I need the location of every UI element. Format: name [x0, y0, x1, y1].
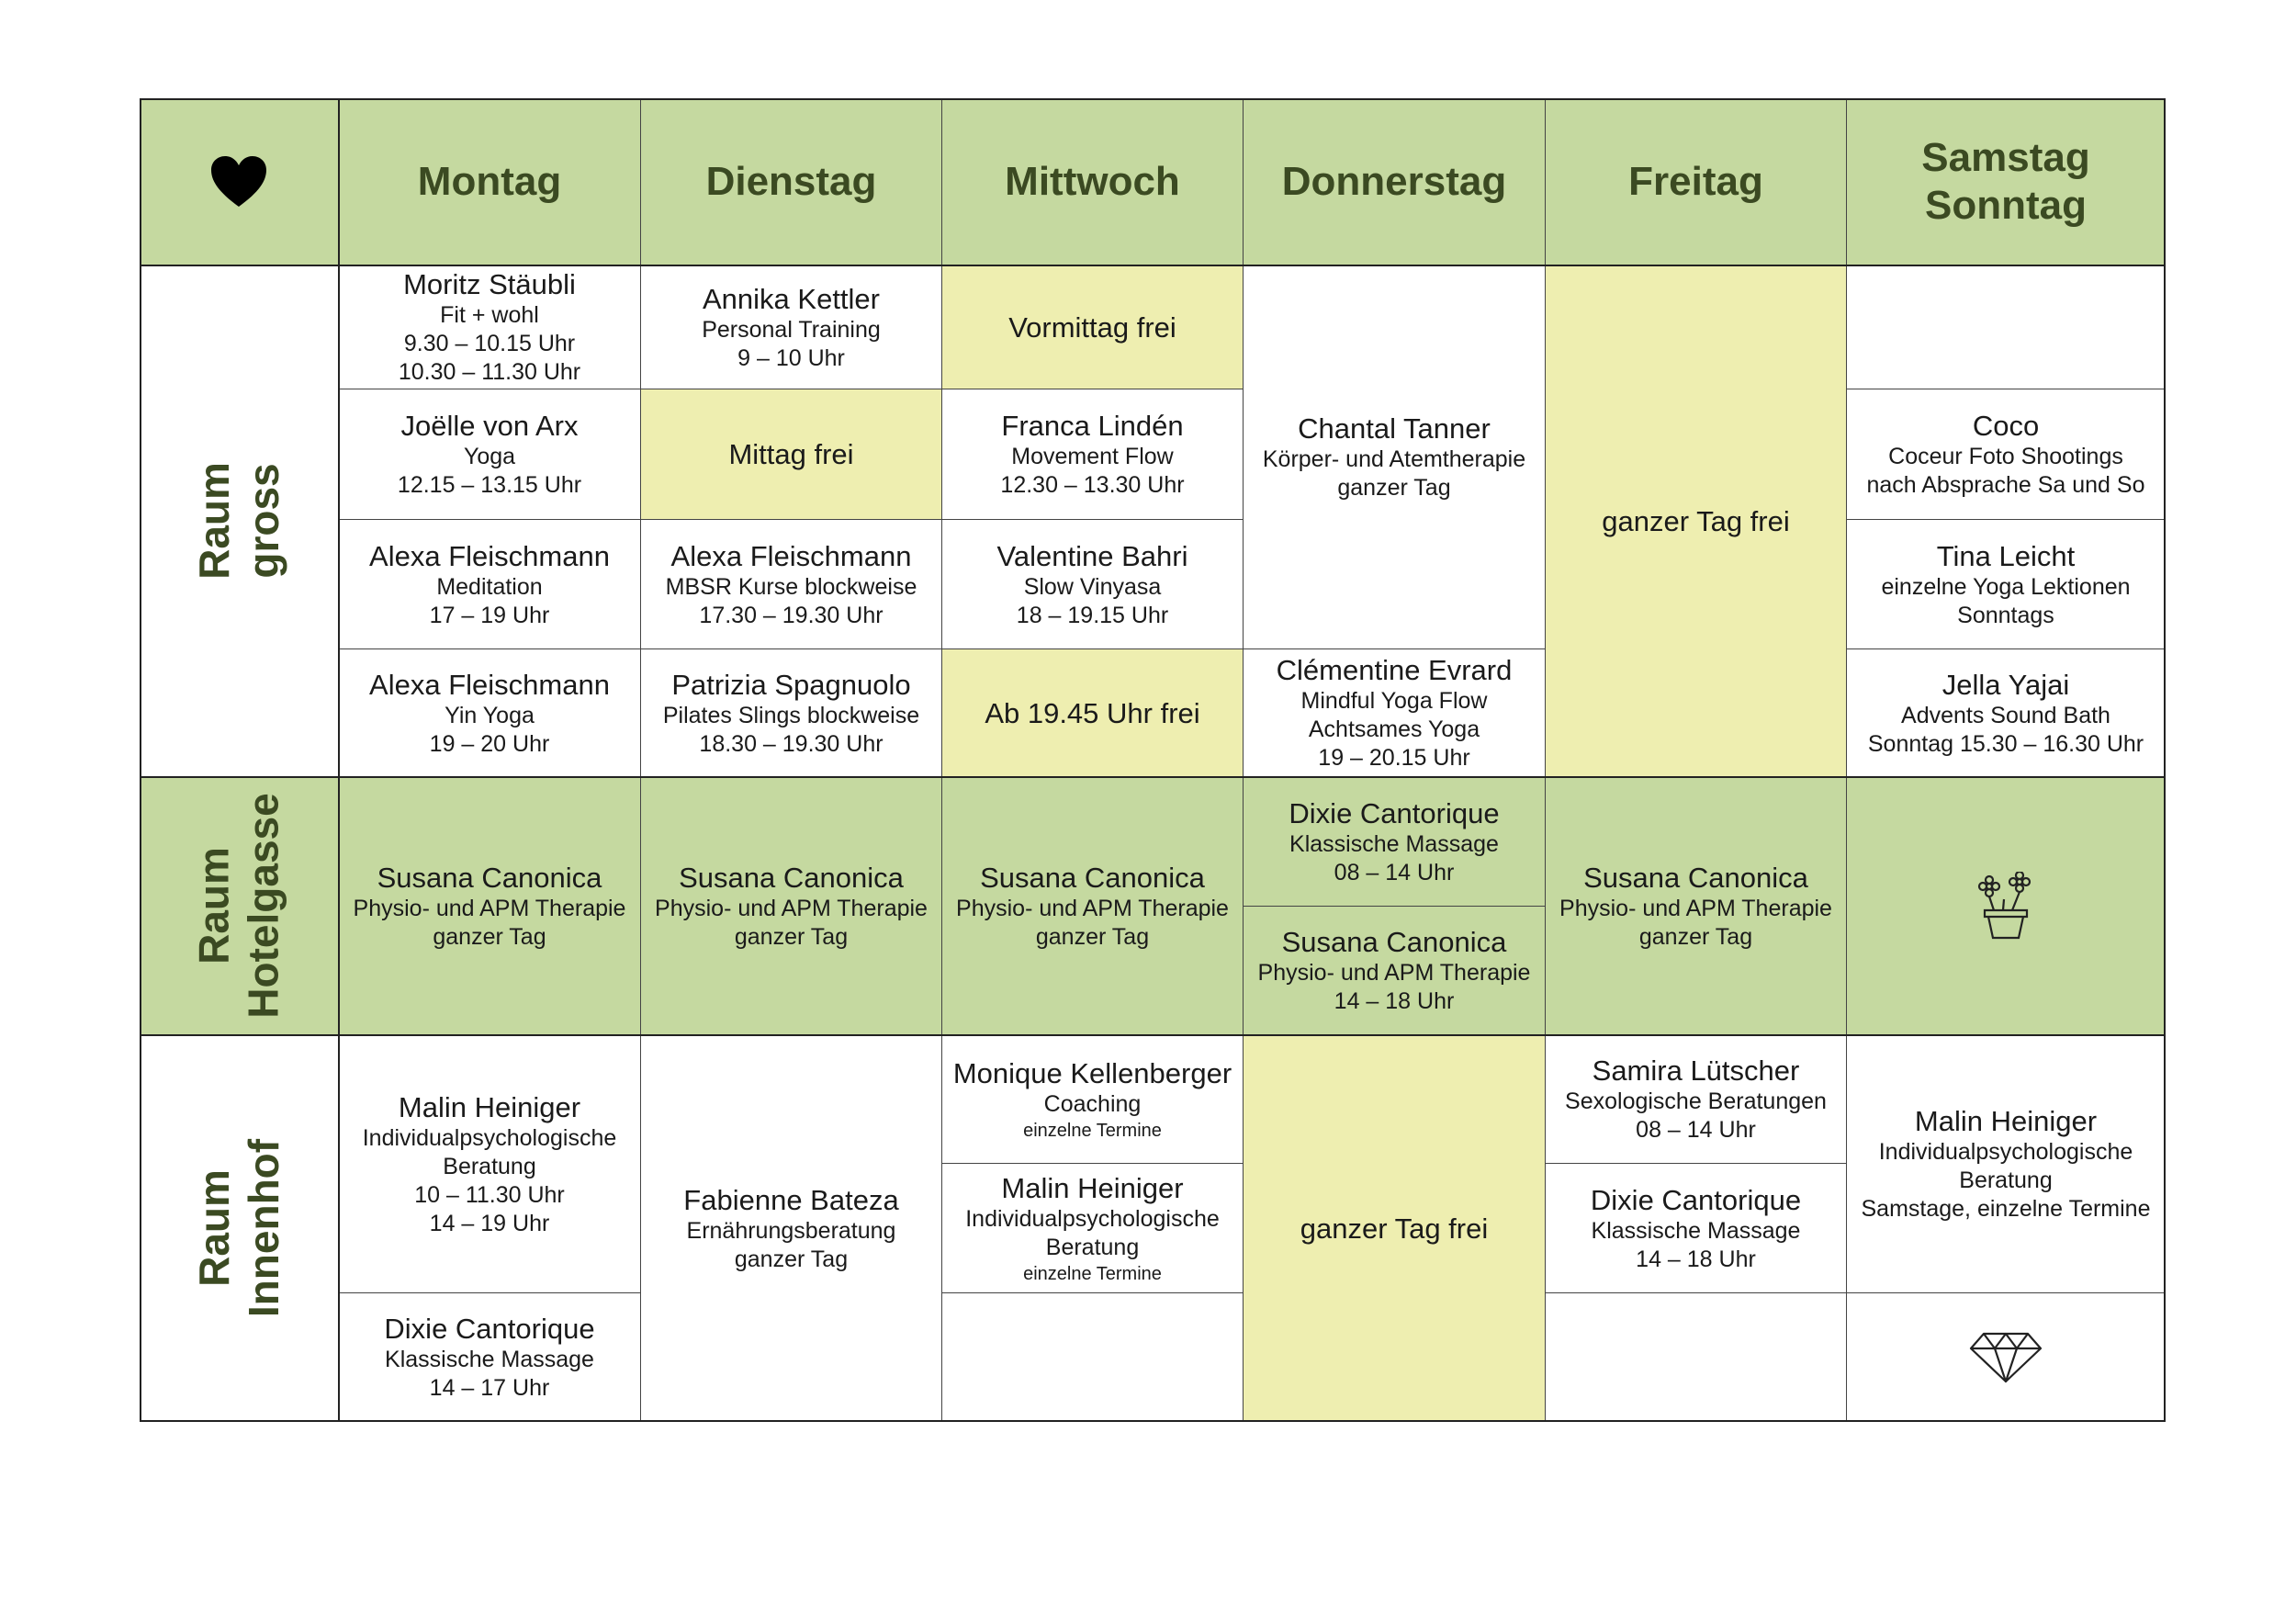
person-name: Valentine Bahri: [996, 539, 1188, 572]
detail: 17.30 – 19.30 Uhr: [699, 602, 884, 628]
person-name: Susana Canonica: [1583, 861, 1808, 894]
detail: Physio- und APM Therapie: [1257, 960, 1531, 986]
day-label: Mittwoch: [1005, 158, 1180, 204]
detail: Slow Vinyasa: [1023, 573, 1162, 600]
detail: Physio- und APM Therapie: [655, 895, 928, 921]
room-label-line: gross: [240, 463, 287, 579]
day-label: Dienstag: [705, 158, 877, 204]
person-name: Susana Canonica: [980, 861, 1205, 894]
detail: Individualpsychologische: [1878, 1139, 2133, 1165]
person-name: Samira Lütscher: [1592, 1054, 1800, 1087]
detail: 17 – 19 Uhr: [429, 602, 550, 628]
detail: ganzer Tag: [734, 923, 849, 950]
person-name: Coco: [1972, 410, 2040, 442]
day-label: Donnerstag: [1281, 158, 1507, 204]
header-day-weekend: [1847, 98, 2166, 265]
person-name: Susana Canonica: [679, 861, 904, 894]
slot-gross-di1: [641, 265, 942, 389]
slot-hotelgasse-mo: [339, 777, 641, 1035]
detail: Sonntag 15.30 – 16.30 Uhr: [1867, 730, 2144, 757]
slot-gross-sa3: [1847, 520, 2166, 649]
slot-innenhof-sa2: [1847, 1293, 2166, 1422]
detail: ganzer Tag: [1035, 923, 1150, 950]
detail: Körper- und Atemtherapie: [1262, 446, 1526, 472]
detail: 12.15 – 13.15 Uhr: [397, 472, 582, 498]
free-label: ganzer Tag frei: [1602, 504, 1790, 537]
flower-pot-icon: [1974, 872, 2038, 940]
detail: 9.30 – 10.15 Uhr: [403, 331, 576, 356]
slot-innenhof-fr2: [1546, 1164, 1847, 1293]
slot-gross-di3: [641, 520, 942, 649]
header-day-friday: [1546, 98, 1847, 265]
person-name: Alexa Fleischmann: [369, 539, 610, 572]
detail: 14 – 18 Uhr: [1636, 1246, 1756, 1272]
detail: 08 – 14 Uhr: [1636, 1117, 1756, 1143]
slot-innenhof-mi1: [942, 1035, 1244, 1164]
slot-gross-di2-free: [641, 389, 942, 520]
detail: 18 – 19.15 Uhr: [1016, 602, 1169, 628]
slot-gross-do1: [1244, 265, 1546, 649]
column-divider: [338, 98, 340, 1422]
free-label: Vormittag frei: [1008, 310, 1176, 344]
heart-icon: [209, 155, 268, 209]
person-name: Dixie Cantorique: [1590, 1183, 1802, 1216]
slot-gross-mi2: [942, 389, 1244, 520]
person-name: Malin Heiniger: [398, 1090, 581, 1123]
room-label-line: Innenhof: [240, 1138, 287, 1318]
detail: 08 – 14 Uhr: [1334, 859, 1455, 885]
slot-innenhof-mi2: [942, 1164, 1244, 1293]
slot-hotelgasse-sa: [1847, 777, 2166, 1035]
slot-hotelgasse-do2: [1244, 907, 1546, 1035]
person-name: Dixie Cantorique: [384, 1313, 595, 1345]
detail: nach Absprache Sa und So: [1866, 472, 2145, 498]
person-name: Fabienne Bateza: [683, 1183, 899, 1216]
day-label: Sonntag: [1925, 182, 2087, 228]
detail-small: einzelne Termine: [1023, 1263, 1162, 1284]
detail: Coceur Foto Shootings: [1888, 444, 2123, 469]
room-label-line: Raum: [190, 847, 238, 964]
slot-gross-mo1: [339, 265, 641, 389]
detail: ganzer Tag: [433, 923, 546, 950]
header-day-thursday: [1244, 98, 1546, 265]
detail: Samstage, einzelne Termine: [1861, 1196, 2151, 1222]
slot-gross-mi4-free: [942, 649, 1244, 777]
day-label: Freitag: [1628, 158, 1763, 204]
detail-small: einzelne Termine: [1023, 1120, 1162, 1141]
slot-hotelgasse-di: [641, 777, 942, 1035]
section-divider: [140, 1034, 2166, 1036]
slot-hotelgasse-do1: [1244, 777, 1546, 907]
slot-innenhof-di: [641, 1035, 942, 1422]
slot-gross-mo4: [339, 649, 641, 777]
detail: 14 – 19 Uhr: [429, 1210, 550, 1236]
detail: Personal Training: [702, 316, 881, 343]
schedule-table: [140, 98, 2166, 1422]
detail: Meditation: [436, 573, 543, 600]
header-day-wednesday: [942, 98, 1244, 265]
person-name: Clémentine Evrard: [1276, 654, 1513, 686]
detail: Klassische Massage: [385, 1347, 594, 1372]
detail: Yin Yoga: [445, 702, 535, 728]
slot-gross-sa1-empty: [1847, 265, 2166, 389]
detail: 9 – 10 Uhr: [737, 344, 845, 371]
detail: 19 – 20 Uhr: [429, 730, 550, 757]
detail: ganzer Tag: [1337, 475, 1451, 501]
person-name: Chantal Tanner: [1298, 412, 1491, 445]
free-label: Mittag frei: [728, 438, 854, 470]
detail: Klassische Massage: [1289, 830, 1499, 857]
person-name: Patrizia Spagnuolo: [671, 668, 911, 701]
detail: einzelne Yoga Lektionen: [1881, 573, 2131, 600]
detail: Beratung: [1959, 1167, 2053, 1193]
detail: Physio- und APM Therapie: [1559, 895, 1832, 921]
person-name: Alexa Fleischmann: [670, 539, 912, 572]
detail: Physio- und APM Therapie: [353, 895, 626, 921]
day-label: Samstag: [1921, 134, 2090, 180]
slot-gross-fr-free: [1546, 265, 1847, 777]
detail: Fit + wohl: [440, 302, 539, 328]
person-name: Susana Canonica: [1281, 926, 1507, 958]
detail: 18.30 – 19.30 Uhr: [699, 730, 884, 757]
slot-innenhof-fr1: [1546, 1035, 1847, 1164]
slot-innenhof-mo2: [339, 1293, 641, 1422]
detail: Advents Sound Bath: [1901, 702, 2110, 728]
slot-gross-sa2: [1847, 389, 2166, 520]
room-label-gross: [140, 265, 339, 777]
detail: Beratung: [443, 1153, 536, 1179]
section-divider: [140, 265, 2166, 266]
slot-gross-mo3: [339, 520, 641, 649]
free-label: Ab 19.45 Uhr frei: [985, 696, 1200, 729]
person-name: Dixie Cantorique: [1289, 796, 1500, 829]
header-day-tuesday: [641, 98, 942, 265]
person-name: Joëlle von Arx: [400, 410, 579, 442]
detail: 14 – 17 Uhr: [429, 1375, 550, 1401]
person-name: Tina Leicht: [1936, 539, 2076, 572]
detail: Physio- und APM Therapie: [956, 895, 1229, 921]
person-name: Jella Yajai: [1941, 668, 2070, 701]
slot-hotelgasse-mi: [942, 777, 1244, 1035]
person-name: Malin Heiniger: [1001, 1171, 1184, 1204]
detail: Individualpsychologische: [362, 1124, 617, 1151]
slot-innenhof-mi3-empty: [942, 1293, 1244, 1422]
slot-gross-mi1-free: [942, 265, 1244, 389]
detail: 12.30 – 13.30 Uhr: [1000, 472, 1185, 498]
person-name: Monique Kellenberger: [952, 1056, 1232, 1089]
room-label-line: Raum: [190, 1169, 238, 1287]
person-name: Susana Canonica: [377, 861, 602, 894]
detail: Yoga: [463, 444, 516, 469]
detail: Movement Flow: [1011, 444, 1174, 469]
person-name: Alexa Fleischmann: [369, 668, 610, 701]
slot-innenhof-do-free: [1244, 1035, 1546, 1422]
detail: 10 – 11.30 Uhr: [414, 1181, 565, 1208]
detail: ganzer Tag: [1638, 923, 1753, 950]
detail: Ernährungsberatung: [686, 1217, 896, 1244]
slot-gross-mi3: [942, 520, 1244, 649]
detail: 14 – 18 Uhr: [1334, 988, 1455, 1014]
diamond-icon: [1969, 1332, 2043, 1383]
slot-gross-mo2: [339, 389, 641, 520]
section-divider: [140, 776, 2166, 778]
header-day-monday: [339, 98, 641, 265]
detail: Achtsames Yoga: [1308, 716, 1480, 742]
slot-innenhof-fr3-empty: [1546, 1293, 1847, 1422]
room-label-line: Hotelgasse: [240, 793, 287, 1019]
detail: Klassische Massage: [1591, 1217, 1801, 1244]
detail: Pilates Slings blockweise: [662, 702, 920, 728]
detail: Coaching: [1043, 1090, 1142, 1117]
room-label-line: Raum: [190, 462, 238, 580]
slot-gross-sa4: [1847, 649, 2166, 777]
person-name: Franca Lindén: [1001, 410, 1184, 442]
slot-innenhof-sa1: [1847, 1035, 2166, 1293]
person-name: Moritz Stäubli: [403, 268, 576, 300]
room-label-hotelgasse: [140, 777, 339, 1035]
person-name: Annika Kettler: [703, 282, 880, 315]
slot-gross-di4: [641, 649, 942, 777]
detail: Sonntags: [1957, 602, 2054, 628]
detail: MBSR Kurse blockweise: [665, 573, 917, 600]
detail: Mindful Yoga Flow: [1300, 688, 1488, 714]
person-name: Malin Heiniger: [1914, 1105, 2098, 1137]
slot-hotelgasse-fr: [1546, 777, 1847, 1035]
room-label-innenhof: [140, 1035, 339, 1422]
slot-innenhof-mo1: [339, 1035, 641, 1293]
detail: Sexologische Beratungen: [1565, 1088, 1827, 1114]
slot-gross-do2: [1244, 649, 1546, 777]
detail: 19 – 20.15 Uhr: [1318, 745, 1470, 771]
detail: Individualpsychologische: [965, 1205, 1220, 1232]
detail: ganzer Tag: [734, 1246, 849, 1272]
header-heart-cell: [140, 98, 339, 265]
day-label: Montag: [417, 158, 562, 204]
detail: Beratung: [1045, 1234, 1140, 1260]
detail: 10.30 – 11.30 Uhr: [398, 359, 581, 385]
free-label: ganzer Tag frei: [1300, 1212, 1489, 1245]
